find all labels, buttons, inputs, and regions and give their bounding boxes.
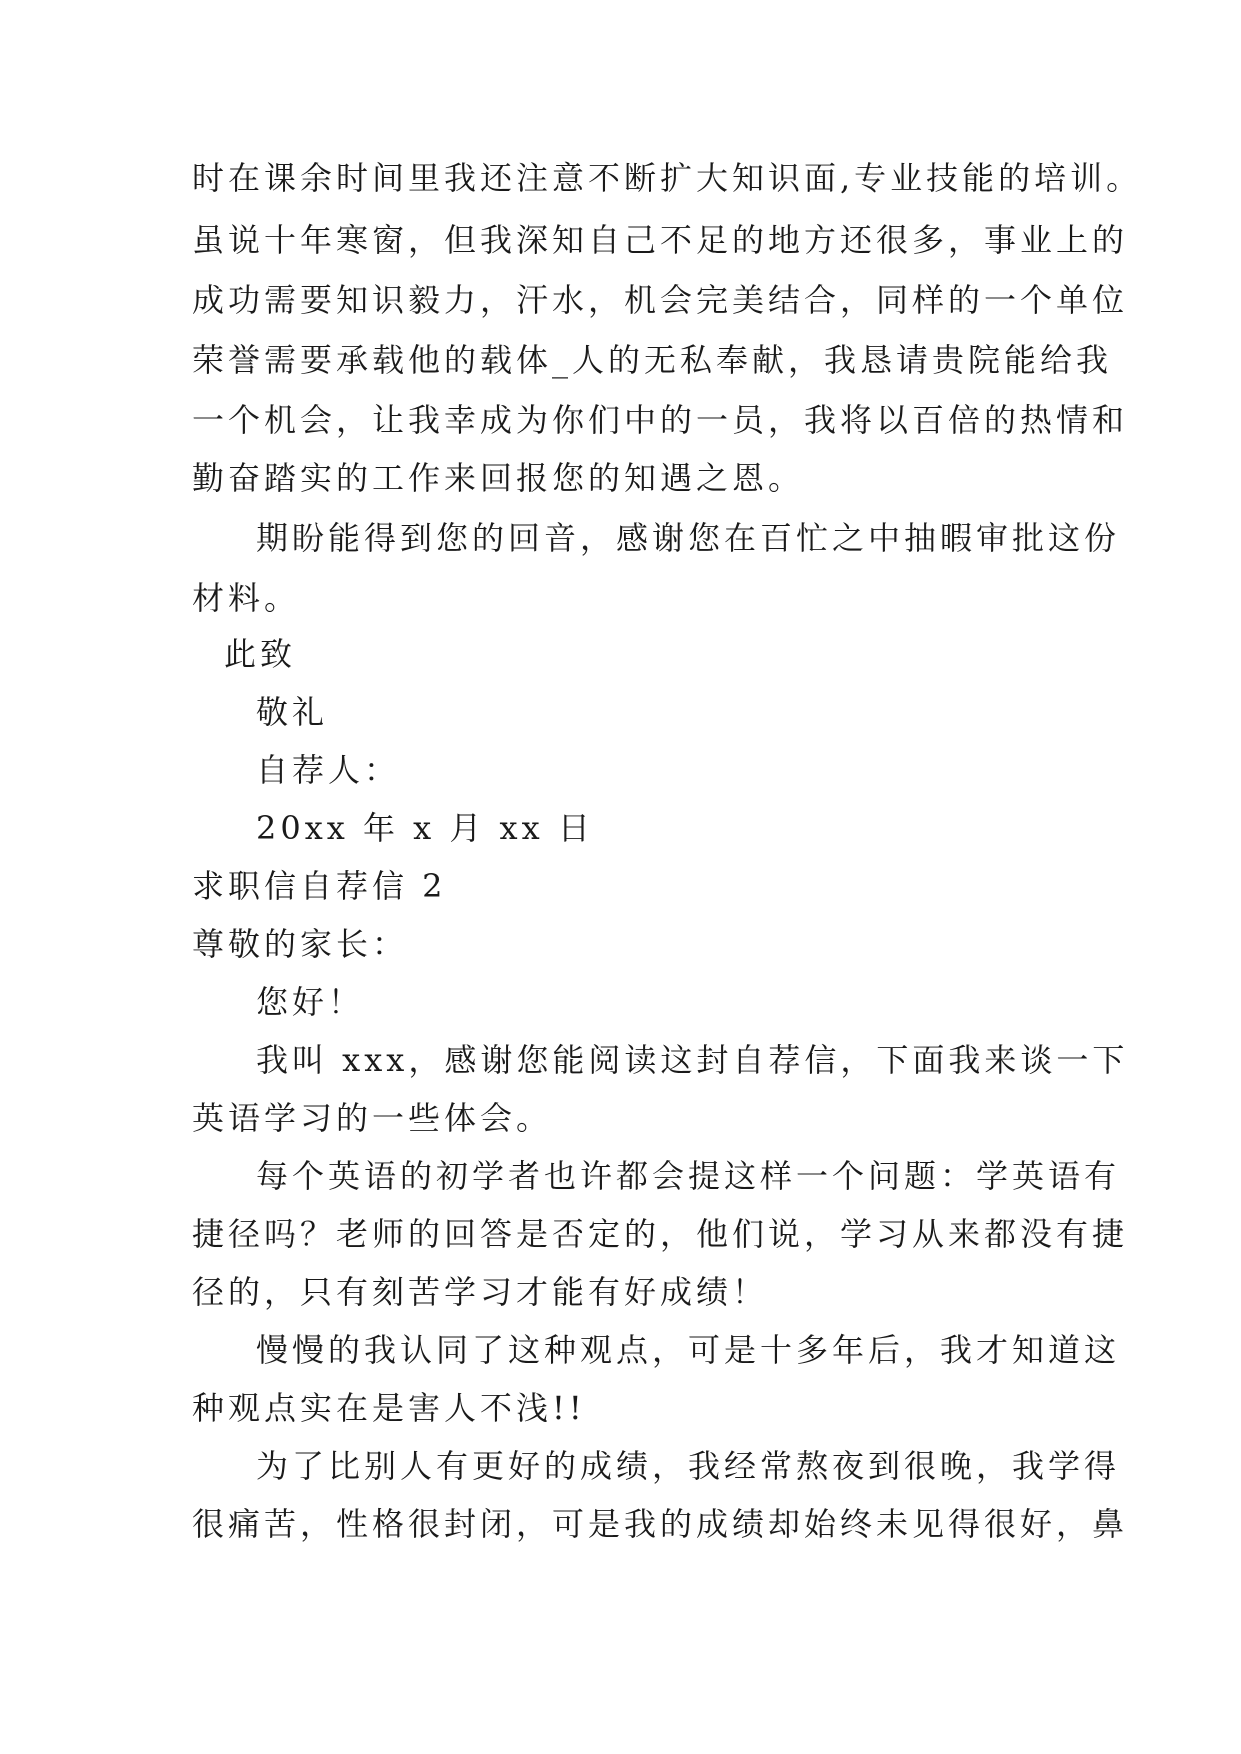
text-line: 英语学习的一些体会。 xyxy=(192,1099,553,1137)
text-line: 荣誉需要承载他的载体_人的无私奉献，我恳请贵院能给我 xyxy=(192,341,1113,379)
text-line: 虽说十年寒窗，但我深知自己不足的地方还很多，事业上的 xyxy=(192,221,1129,259)
paragraph-start: 慢慢的我认同了这种观点，可是十多年后，我才知道这 xyxy=(256,1331,1121,1369)
text-line: 勤奋踏实的工作来回报您的知遇之恩。 xyxy=(192,459,805,497)
paragraph-start: 期盼能得到您的回音，感谢您在百忙之中抽暇审批这份 xyxy=(256,519,1121,557)
closing-regards: 敬礼 xyxy=(256,693,329,731)
text-line: 时在课余时间里我还注意不断扩大知识面,专业技能的培训。 xyxy=(192,159,1143,197)
paragraph-start: 每个英语的初学者也许都会提这样一个问题：学英语有 xyxy=(256,1157,1121,1195)
text-line: 成功需要知识毅力，汗水，机会完美结合，同样的一个单位 xyxy=(192,281,1129,319)
greeting-hello: 您好！ xyxy=(256,983,365,1021)
text-line: 很痛苦，性格很封闭，可是我的成绩却始终未见得很好，鼻 xyxy=(192,1505,1129,1543)
section-heading: 求职信自荐信 2 xyxy=(192,867,447,905)
paragraph-start: 我叫 xxx，感谢您能阅读这封自荐信，下面我来谈一下 xyxy=(256,1041,1129,1079)
text-line: 径的，只有刻苦学习才能有好成绩！ xyxy=(192,1273,769,1311)
signature-label: 自荐人： xyxy=(256,751,401,789)
letter-greeting: 尊敬的家长： xyxy=(192,925,409,963)
letter-date: 20xx 年 x 月 xx 日 xyxy=(256,809,594,847)
text-line: 一个机会，让我幸成为你们中的一员，我将以百倍的热情和 xyxy=(192,401,1129,439)
closing-salutation: 此致 xyxy=(224,635,297,673)
text-line: 捷径吗？老师的回答是否定的，他们说，学习从来都没有捷 xyxy=(192,1215,1129,1253)
paragraph-start: 为了比别人有更好的成绩，我经常熬夜到很晚，我学得 xyxy=(256,1447,1121,1485)
text-line: 材料。 xyxy=(192,579,301,617)
text-line: 种观点实在是害人不浅!! xyxy=(192,1389,586,1427)
